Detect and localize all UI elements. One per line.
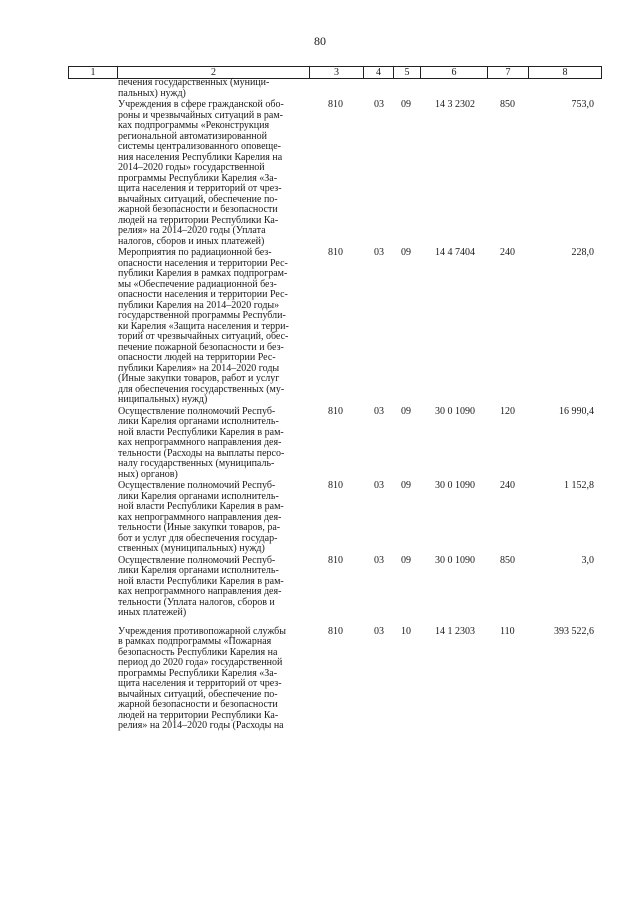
row-subsection: 09 [401, 480, 411, 491]
table-body [68, 78, 602, 732]
row-amount: 393 522,6 [554, 625, 594, 637]
row-subsection: 09 [401, 247, 411, 258]
row-description: Осуществление полномочий Респуб- лики Карелия органами исполнитель- ной власти Республики Карелия в рам- ках непрограммного направления дея- тельности (Иные закупки товаров, ра- бот и услуг для обеспечения государ- ственных (муниципальных) нужд) [118, 480, 284, 554]
row-amount: 16 990,4 [559, 405, 594, 417]
row-subsection: 09 [401, 554, 411, 566]
row-amount: 753,0 [571, 99, 594, 110]
row-expense-type: 850 [500, 99, 515, 110]
row-target-article: 14 3 2302 [435, 99, 475, 110]
row-section: 03 [374, 99, 384, 110]
row-target-article: 30 0 1090 [435, 405, 475, 417]
row-expense-type: 240 [500, 247, 515, 258]
header-col-1: 1 [68, 67, 118, 78]
row-subsection: 09 [401, 405, 411, 417]
row-target-article: 14 1 2303 [435, 625, 475, 637]
table-row [68, 78, 602, 99]
row-expense-type: 240 [500, 480, 515, 491]
row-description: печения государственных (муници- пальных) нужд) [118, 77, 270, 99]
table-row [68, 248, 602, 406]
row-subsection: 09 [401, 99, 411, 110]
row-description: Мероприятия по радиационной без- опасности населения и территории Рес- публики Карелия в рамках подпрограм- мы «Обеспечение радиационной без- опасности населения и территории Рес- публики Карелия на 2014–2020 годы» государственной программы Республи- ки Карелия «Защита населения и терри- торий от чрезвычайных ситуаций, обес- печение пожарной безопасности и без- опасности людей на территории Рес- публики Карелия» на 2014–2020 годы (Иные закупки товаров, работ и услуг для обеспечения государственных (му- ниципальных) нужд) [118, 247, 289, 405]
row-subsection: 10 [401, 625, 411, 637]
row-section: 03 [374, 480, 384, 491]
row-expense-type: 850 [500, 554, 515, 566]
row-expense-type: 110 [500, 625, 515, 637]
header-col-2: 2 [118, 67, 310, 78]
row-description: Учреждения в сфере гражданской обо- роны и чрезвычайных ситуаций в рам- ках подпрограммы «Реконструкция региональной автоматизированной системы централизованного оповеще- ния населения Республики Карелия на 2014–2020 годы» государственной программы Республики Карелия «За- щита населения и территорий от чрез- вычайных ситуаций, обеспечение по- жарной безопасности и безопасности людей на территории Республики Ка- релия» на 2014–2020 годы (Уплата налогов, сборов и иных платежей) [118, 99, 284, 247]
row-target-article: 14 4 7404 [435, 247, 475, 258]
row-code: 810 [328, 480, 343, 491]
header-col-5: 5 [394, 67, 421, 78]
header-col-3: 3 [310, 67, 364, 78]
header-col-8: 8 [529, 67, 602, 78]
table-row [68, 627, 602, 732]
page-number: 80 [314, 34, 326, 48]
row-amount: 3,0 [581, 554, 594, 566]
row-section: 03 [374, 554, 384, 566]
table-row [68, 556, 602, 619]
row-amount: 228,0 [571, 247, 594, 258]
header-col-4: 4 [364, 67, 394, 78]
row-expense-type: 120 [500, 405, 515, 417]
row-section: 03 [374, 405, 384, 417]
table-row [68, 481, 602, 555]
table-row [68, 407, 602, 481]
row-code: 810 [328, 625, 343, 637]
row-section: 03 [374, 625, 384, 637]
table-row [68, 100, 602, 247]
header-col-7: 7 [488, 67, 529, 78]
row-description: Осуществление полномочий Респуб- лики Карелия органами исполнитель- ной власти Республики Карелия в рам- ках непрограммного направления дея- тельности (Расходы на выплаты персо- налу государственных (муниципаль- ных) органов) [118, 405, 285, 480]
row-amount: 1 152,8 [564, 480, 594, 491]
row-target-article: 30 0 1090 [435, 480, 475, 491]
row-code: 810 [328, 405, 343, 417]
row-section: 03 [374, 247, 384, 258]
row-code: 810 [328, 554, 343, 566]
row-code: 810 [328, 247, 343, 258]
row-description: Учреждения противопожарной службы в рамках подпрограммы «Пожарная безопасность Республики Карелия на период до 2020 года» государственной программы Республики Карелия «За- щита населения и территорий от чрез- вычайных ситуаций, обеспечение по- жарной безопасности и безопасности людей на территории Республики Ка- релия» на 2014–2020 годы (Расходы на [118, 625, 286, 731]
row-target-article: 30 0 1090 [435, 554, 475, 566]
row-description: Осуществление полномочий Респуб- лики Карелия органами исполнитель- ной власти Республики Карелия в рам- ках непрограммного направления дея- тельности (Уплата налогов, сборов и иных платежей) [118, 554, 284, 618]
row-code: 810 [328, 99, 343, 110]
header-col-6: 6 [421, 67, 488, 78]
